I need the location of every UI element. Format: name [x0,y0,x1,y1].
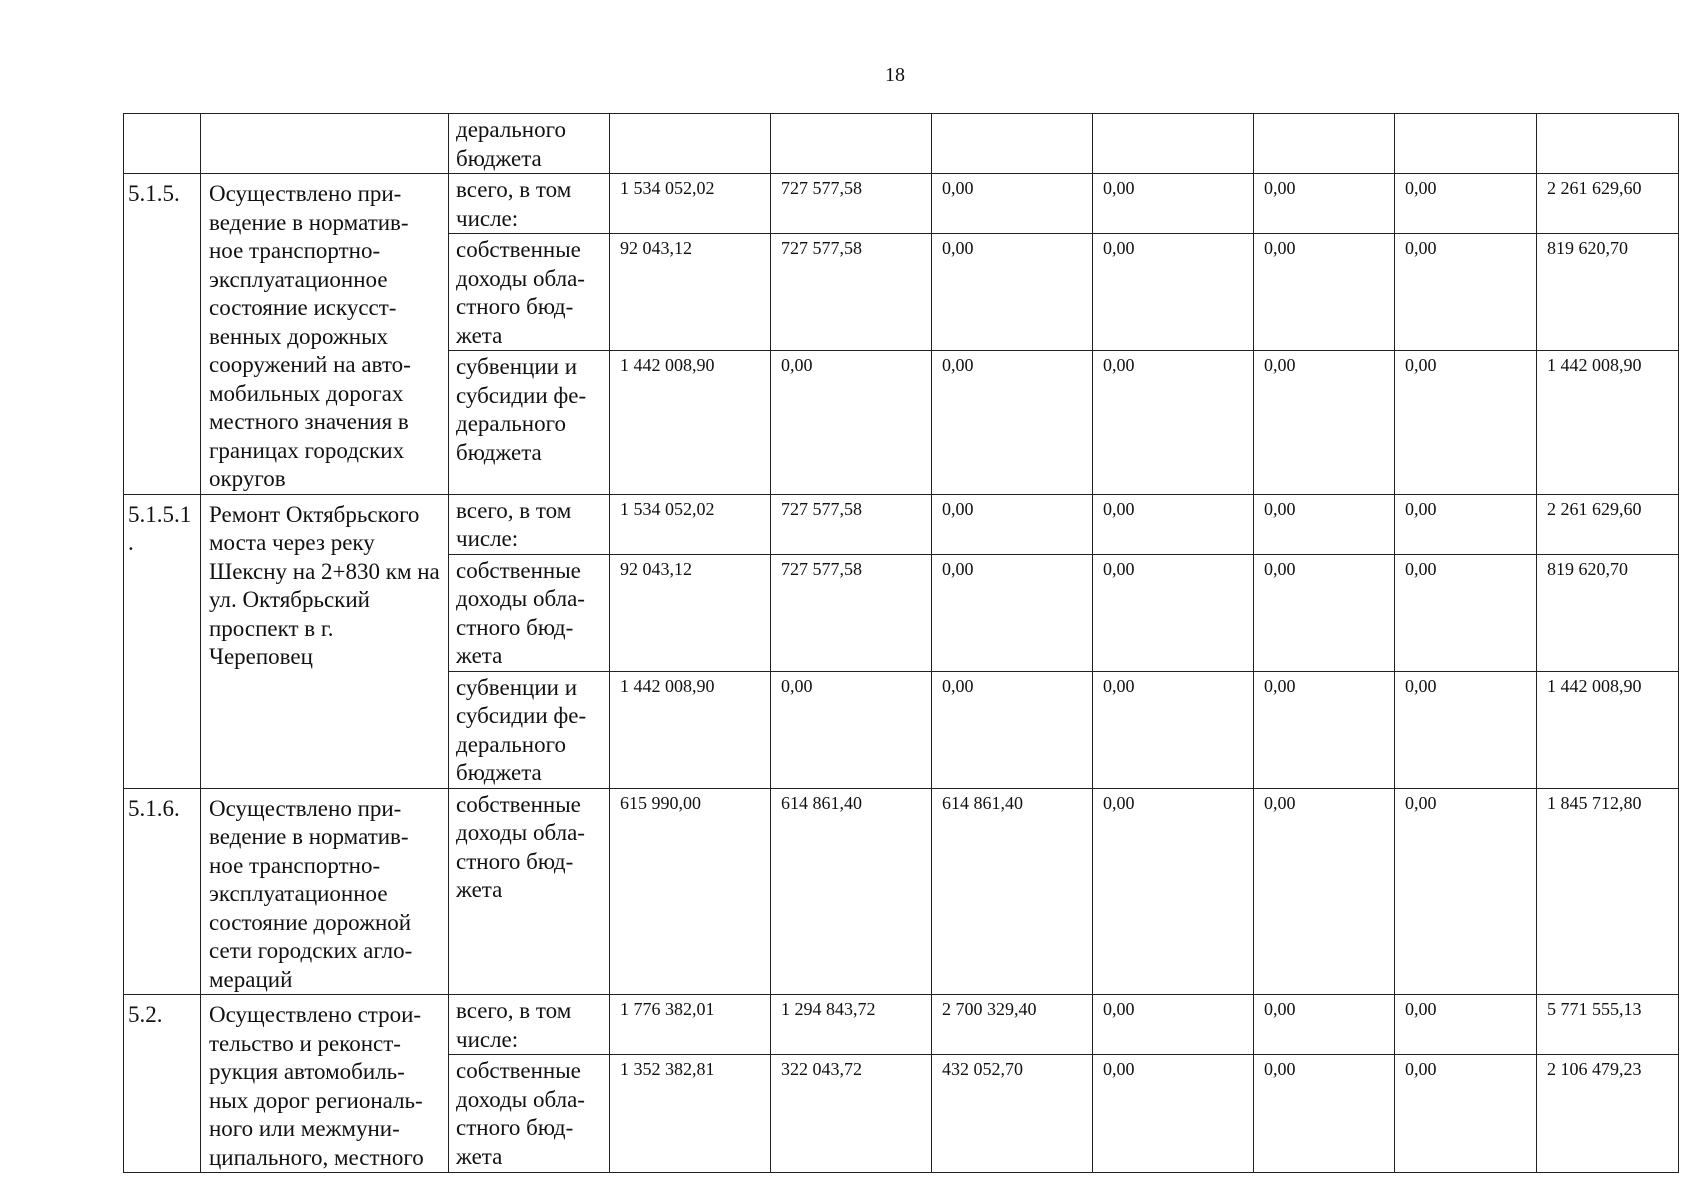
value-cell: 0,00 [1254,1055,1395,1173]
row-number-cell: 5.1.5. [124,174,201,495]
value-cell: 0,00 [1254,351,1395,494]
value-cell [1395,114,1537,174]
value-cell [1537,114,1679,174]
funding-source-cell: собственные доходы обла-стного бюд-жета [449,234,610,351]
value-cell: 614 861,40 [932,788,1093,995]
value-cell: 0,00 [1093,351,1254,494]
funding-source-cell: собственные доходы обла-стного бюд-жета [449,788,610,995]
value-cell: 0,00 [1093,554,1254,671]
value-cell: 5 771 555,13 [1537,995,1679,1055]
funding-source-cell: субвенции и субсидии фе-дерального бюджета [449,351,610,494]
value-cell: 0,00 [932,234,1093,351]
value-cell: 0,00 [1395,494,1537,554]
value-cell [932,114,1093,174]
value-cell: 1 352 382,81 [610,1055,771,1173]
value-cell: 1 442 008,90 [610,671,771,788]
value-cell [610,114,771,174]
value-cell: 1 776 382,01 [610,995,771,1055]
value-cell: 0,00 [1395,554,1537,671]
funding-source-cell: дерального бюджета [449,114,610,174]
table-row [124,174,1679,234]
value-cell: 1 534 052,02 [610,494,771,554]
value-cell: 322 043,72 [771,1055,932,1173]
value-cell: 615 990,00 [610,788,771,995]
value-cell [771,114,932,174]
row-number-cell: 5.2. [124,995,201,1173]
value-cell: 1 442 008,90 [1537,671,1679,788]
value-cell [1254,114,1395,174]
value-cell: 0,00 [1254,554,1395,671]
value-cell: 614 861,40 [771,788,932,995]
value-cell: 0,00 [1254,234,1395,351]
value-cell: 2 106 479,23 [1537,1055,1679,1173]
row-number-cell: 5.1.5.1 . [124,494,201,788]
funding-source-cell: всего, в том числе: [449,995,610,1055]
value-cell: 1 845 712,80 [1537,788,1679,995]
value-cell: 0,00 [1395,234,1537,351]
value-cell: 0,00 [1254,995,1395,1055]
value-cell: 92 043,12 [610,554,771,671]
value-cell: 0,00 [1093,234,1254,351]
value-cell: 727 577,58 [771,174,932,234]
budget-table [123,113,1679,1173]
value-cell: 0,00 [1395,671,1537,788]
row-title-cell: Ремонт Октябрьского моста через реку Шексну на 2+830 км на ул. Октябрьский проспект в г. Череповец [201,494,449,788]
value-cell [1093,114,1254,174]
value-cell: 0,00 [1093,1055,1254,1173]
value-cell: 2 261 629,60 [1537,174,1679,234]
row-title-cell: Осуществлено строи-тельство и реконст-рукция автомобиль-ных дорог региональ-ного или межмуни-ципального, местного [201,995,449,1173]
value-cell: 0,00 [1254,174,1395,234]
value-cell: 0,00 [1395,351,1537,494]
value-cell: 0,00 [1093,671,1254,788]
value-cell: 0,00 [771,351,932,494]
row-number-cell: 5.1.6. [124,788,201,995]
value-cell: 1 442 008,90 [1537,351,1679,494]
value-cell: 819 620,70 [1537,234,1679,351]
value-cell: 0,00 [1395,174,1537,234]
value-cell: 0,00 [771,671,932,788]
funding-source-cell: собственные доходы обла-стного бюд-жета [449,554,610,671]
value-cell: 0,00 [1395,788,1537,995]
table-row [124,494,1679,554]
row-title-cell: Осуществлено при-ведение в норматив-ное транспортно-эксплуатационное состояние дорожной сети городских агло-мераций [201,788,449,995]
funding-source-cell: всего, в том числе: [449,174,610,234]
value-cell: 727 577,58 [771,554,932,671]
value-cell: 727 577,58 [771,494,932,554]
value-cell: 819 620,70 [1537,554,1679,671]
value-cell: 92 043,12 [610,234,771,351]
value-cell: 432 052,70 [932,1055,1093,1173]
value-cell: 0,00 [1254,671,1395,788]
value-cell: 1 294 843,72 [771,995,932,1055]
table-row [124,114,1679,174]
value-cell: 1 534 052,02 [610,174,771,234]
table-row [124,995,1679,1055]
value-cell: 727 577,58 [771,234,932,351]
value-cell: 0,00 [1254,494,1395,554]
value-cell: 0,00 [1093,494,1254,554]
funding-source-cell: собственные доходы обла-стного бюд-жета [449,1055,610,1173]
value-cell: 0,00 [932,671,1093,788]
value-cell: 1 442 008,90 [610,351,771,494]
funding-source-cell: субвенции и субсидии фе-дерального бюджета [449,671,610,788]
value-cell: 0,00 [1254,788,1395,995]
row-title-cell: Осуществлено при-ведение в норматив-ное транспортно-эксплуатационное состояние искусст-венных дорожных сооружений на авто-мобильных дорогах местного значения в границах городских округов [201,174,449,495]
value-cell: 0,00 [1395,995,1537,1055]
value-cell: 0,00 [932,174,1093,234]
value-cell: 0,00 [1395,1055,1537,1173]
table-row [124,788,1679,995]
value-cell: 0,00 [1093,174,1254,234]
value-cell: 0,00 [1093,788,1254,995]
value-cell: 2 261 629,60 [1537,494,1679,554]
row-number-cell [124,114,201,174]
value-cell: 0,00 [1093,995,1254,1055]
value-cell: 0,00 [932,494,1093,554]
value-cell: 0,00 [932,351,1093,494]
page-number: 18 [885,64,905,86]
funding-source-cell: всего, в том числе: [449,494,610,554]
value-cell: 2 700 329,40 [932,995,1093,1055]
row-title-cell [201,114,449,174]
value-cell: 0,00 [932,554,1093,671]
table-body [124,114,1679,1173]
